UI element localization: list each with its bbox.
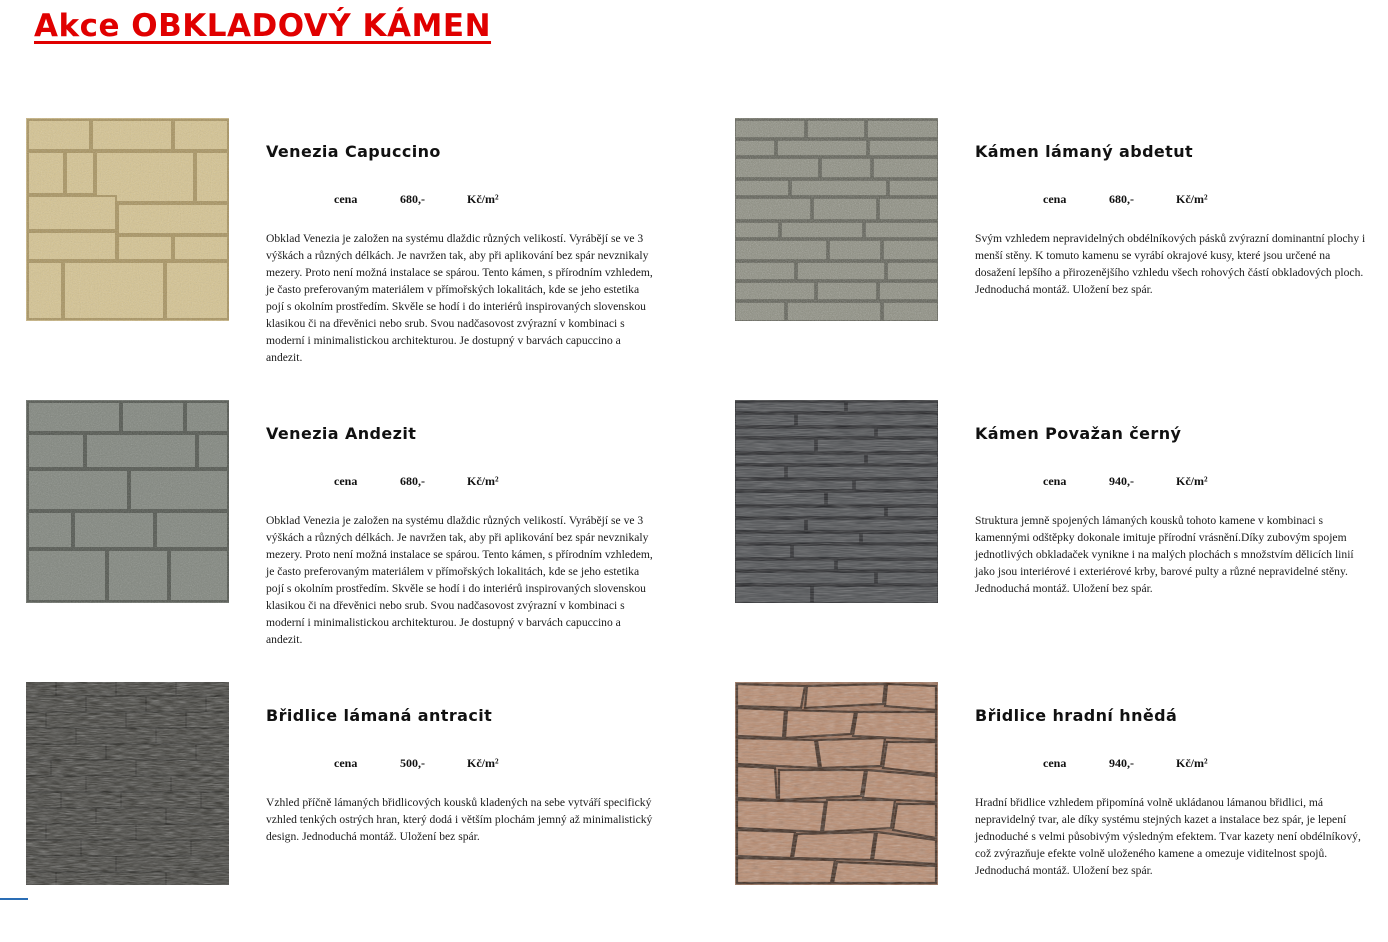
- product-description: Struktura jemně spojených lámaných kousků tohoto kamene v kombinaci s kamennými odštěpky dokonale imituje přírodní vrásnění.Díky zubovým spojem jednotlivých obkladaček vynikne i na malých plochách s množstvím dělicích linií jako jsou interiérové i exteriérové krby, barové pulty a různé nepravidelné stěny. Jednoduchá montáž. Uložení bez spár.: [975, 514, 1354, 595]
- product-name: Venezia Andezit: [266, 424, 417, 443]
- price-value: 940,-: [1109, 474, 1134, 488]
- product-description: Vzhled příčně lámaných břidlicových kousků kladených na sebe vytváří specifický vzhled tenkých ostrých hran, který dodá i větším plochám jemný až minimalistický design. Jednoduchá montáž. Uložení bez spár.: [266, 796, 653, 843]
- product-name: Venezia Capuccino: [266, 142, 441, 161]
- price-value: 680,-: [1109, 192, 1134, 206]
- price-value: 940,-: [1109, 756, 1134, 770]
- product-description: Obklad Venezia je založen na systému dlaždic různých velikostí. Vyrábějí se ve 3 výškách a různých délkách. Je navržen tak, aby při aplikování bez spár nevznikaly mezery. Proto není možná instalace se spárou. Tento kámen, s přírodním vzhledem, je často preferovaným materiálem v přímořských lokalitách, kde se jeho estetika pojí s okolním prostředím. Skvěle se hodí i do interiérů inspirovaných slovenskou klasikou či na dřevěnici nebo srub. Svou nadčasovost zvýrazní v kombinaci s moderní i minimalistickou architekturou. Je dostupný v barvách capuccino a andezit.: [266, 514, 653, 646]
- page-title: Akce OBKLADOVÝ KÁMEN: [34, 8, 492, 44]
- product-card: [735, 400, 1388, 660]
- stone-texture-image: [735, 400, 938, 603]
- stone-texture-image: [735, 118, 938, 321]
- price-label: cena: [1043, 474, 1067, 488]
- product-card: [735, 682, 1388, 942]
- product-card: [26, 400, 686, 660]
- price-unit: Kč/m²: [1176, 192, 1208, 206]
- product-card: [735, 118, 1388, 378]
- price-value: 680,-: [400, 192, 425, 206]
- stone-texture-image: [26, 400, 229, 603]
- price-label: cena: [1043, 192, 1067, 206]
- price-label: cena: [334, 756, 358, 770]
- price-unit: Kč/m²: [467, 192, 499, 206]
- price-value: 680,-: [400, 474, 425, 488]
- product-name: Břidlice lámaná antracit: [266, 706, 493, 725]
- product-name: Kámen Považan černý: [975, 424, 1182, 443]
- price-value: 500,-: [400, 756, 425, 770]
- product-card: [26, 118, 686, 378]
- price-unit: Kč/m²: [1176, 756, 1208, 770]
- product-card: [26, 682, 686, 942]
- price-unit: Kč/m²: [467, 474, 499, 488]
- stone-texture-image: [735, 682, 938, 885]
- stone-texture-image: [26, 118, 229, 321]
- product-name: Břidlice hradní hnědá: [975, 706, 1178, 725]
- price-label: cena: [1043, 756, 1067, 770]
- product-description: Obklad Venezia je založen na systému dlaždic různých velikostí. Vyrábějí se ve 3 výškách a různých délkách. Je navržen tak, aby při aplikování bez spár nevznikaly mezery. Proto není možná instalace se spárou. Tento kámen, s přírodním vzhledem, je často preferovaným materiálem v přímořských lokalitách, kde se jeho estetika pojí s okolním prostředím. Skvěle se hodí i do interiérů inspirovaných slovenskou klasikou či na dřevěnici nebo srub. Svou nadčasovost zvýrazní v kombinaci s moderní i minimalistickou architekturou. Je dostupný v barvách capuccino a andezit.: [266, 232, 653, 364]
- product-description: Hradní břidlice vzhledem připomíná volně ukládanou lámanou břidlici, má nepravidelný tvar, ale díky systému stejných kazet a instalace bez spár, je lepení jednoduché s velmi působivým výsledným efektem. Tvar kazety není obdélníkový, což zvýrazňuje efekte volně uloženého kamene a omezuje viditelnost spojů. Jednoduchá montáž. Uložení bez spár.: [975, 796, 1361, 877]
- price-unit: Kč/m²: [1176, 474, 1208, 488]
- price-unit: Kč/m²: [467, 756, 499, 770]
- stone-texture-image: [26, 682, 229, 885]
- product-name: Kámen lámaný abdetut: [975, 142, 1194, 161]
- price-label: cena: [334, 192, 358, 206]
- price-label: cena: [334, 474, 358, 488]
- product-description: Svým vzhledem nepravidelných obdélníkových pásků zvýrazní dominantní plochy i menší stěny. K tomuto kamenu se vyrábí okrajové kusy, které jsou určené na dosažení lepšího a přirozenějšího vzhledu všech rohových částí obkladových ploch. Jednoduchá montáž. Uložení bez spár.: [975, 232, 1366, 296]
